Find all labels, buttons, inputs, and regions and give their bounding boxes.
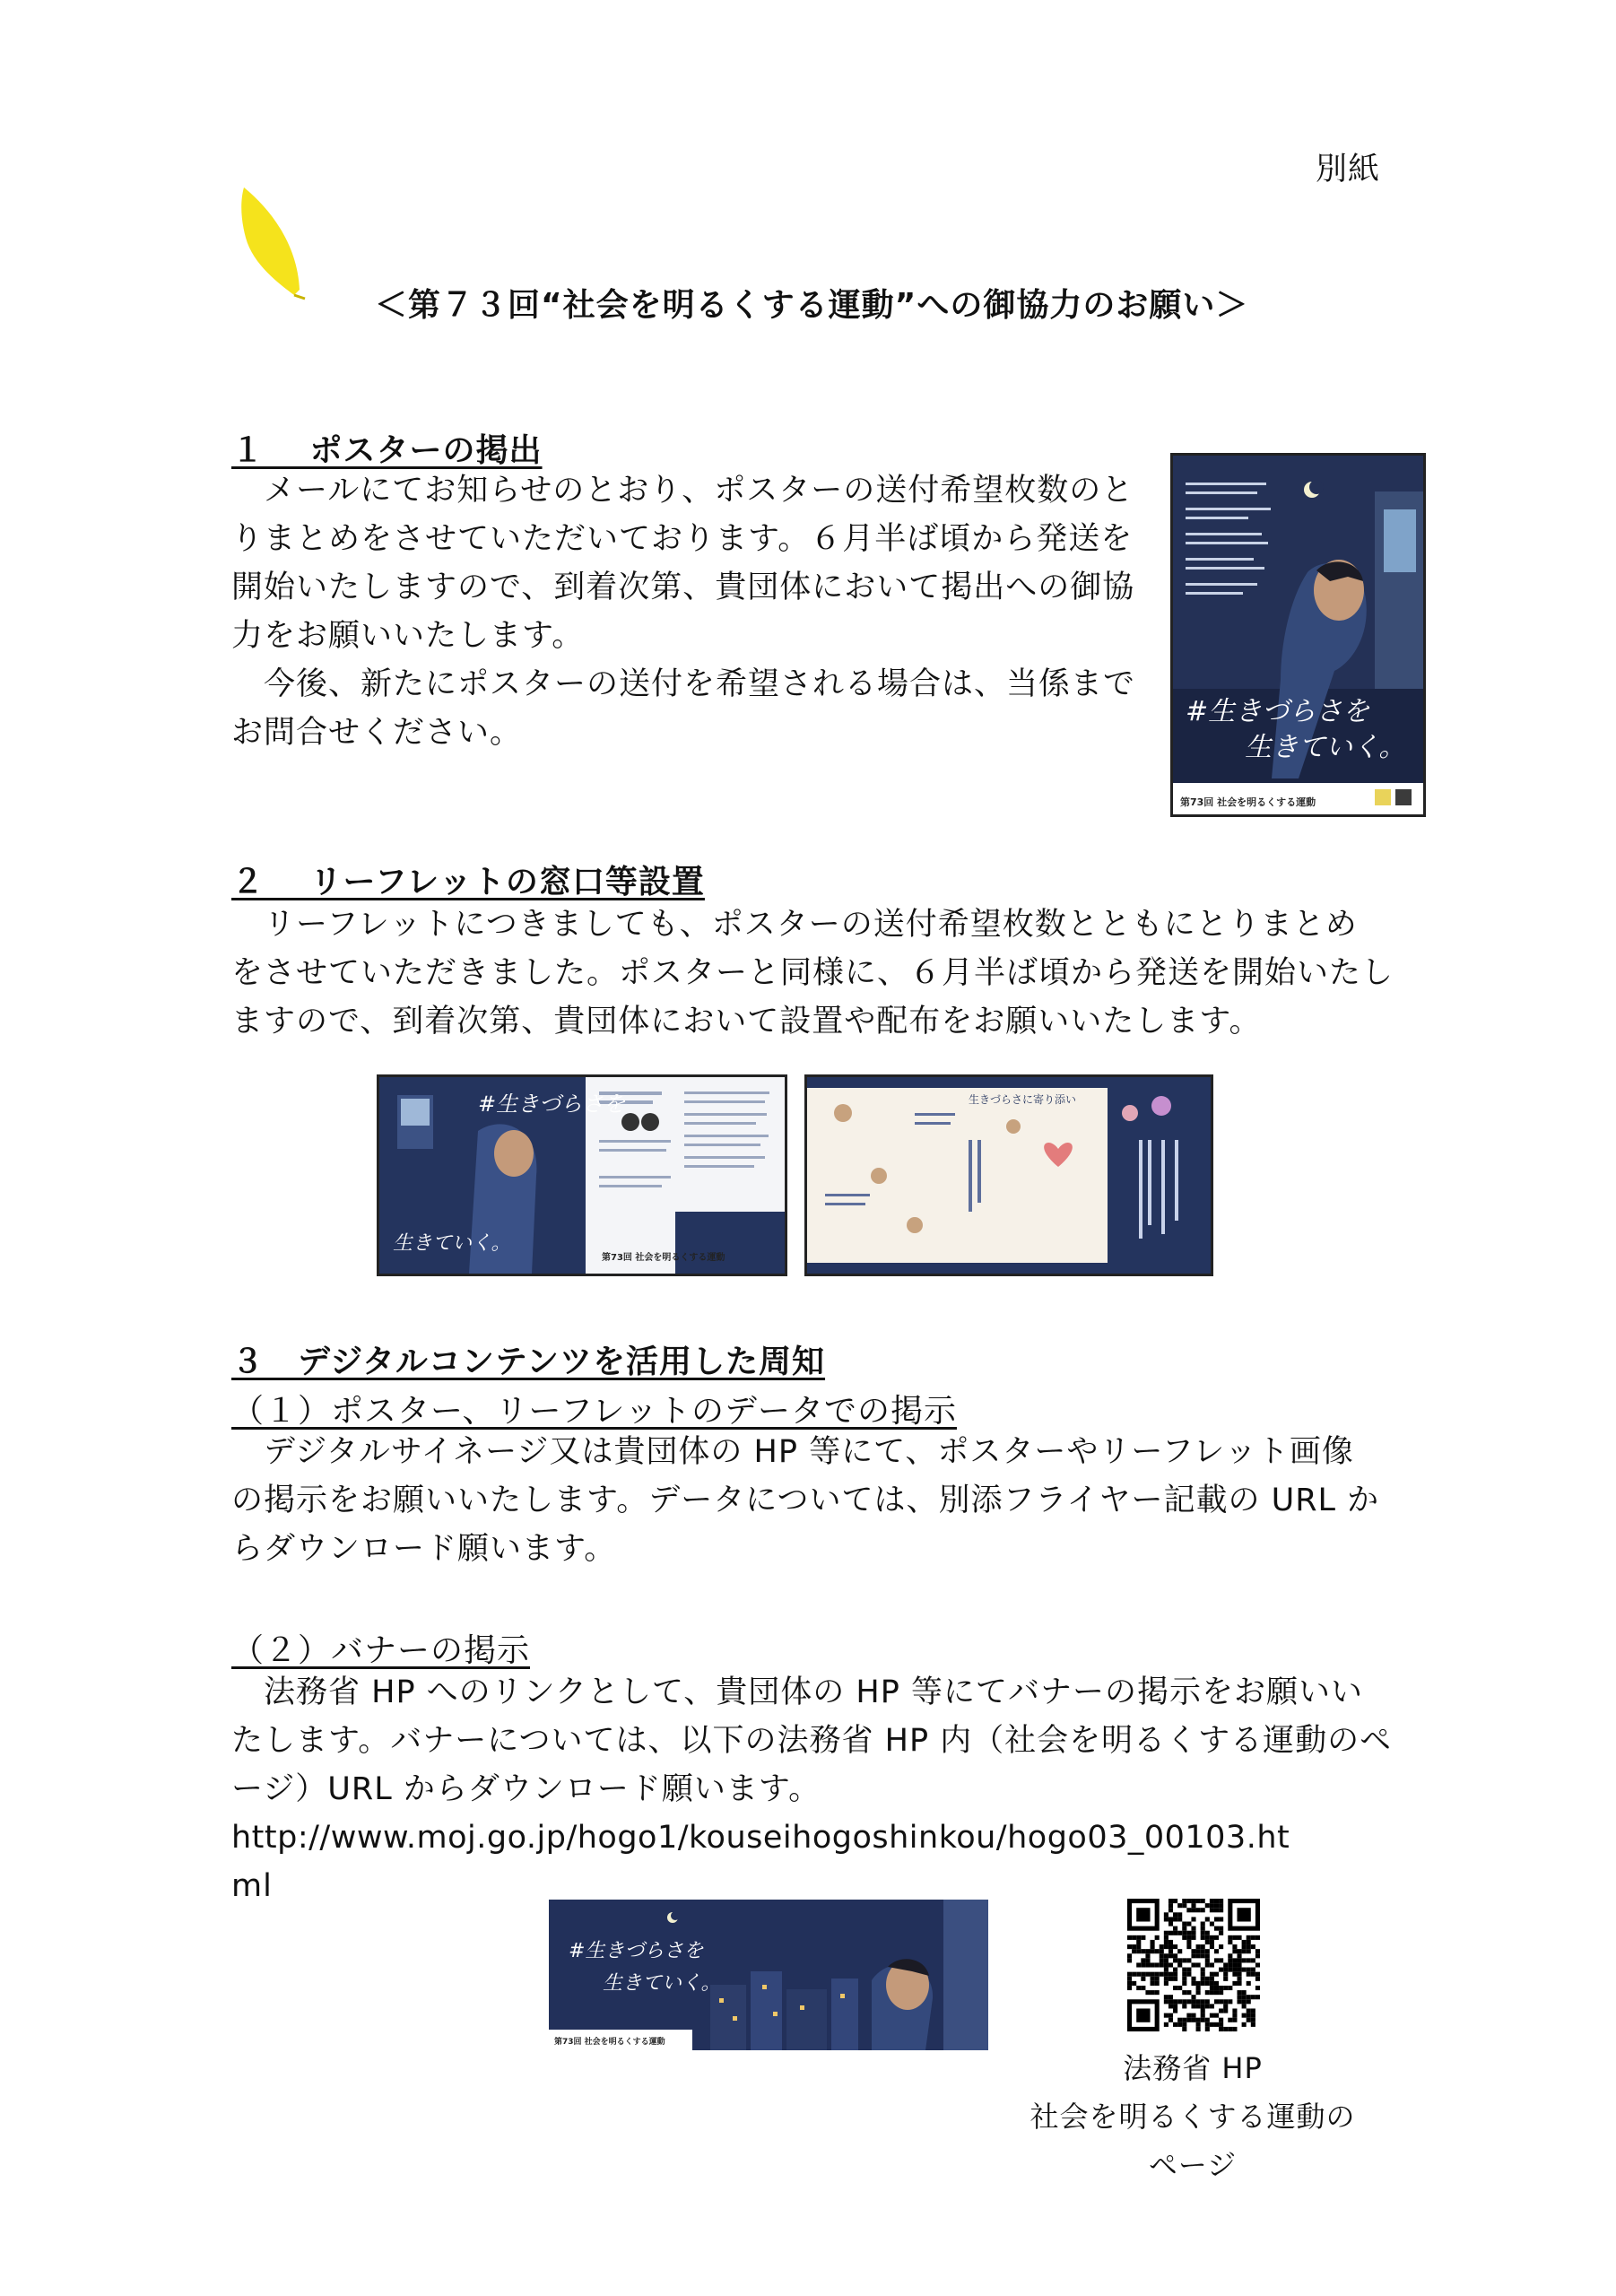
banner-hashtag-line2: 生きていく。: [603, 1972, 721, 1995]
section3-sub1-line: らダウンロード願います。: [231, 1531, 617, 1567]
banner-image: [549, 1900, 988, 2050]
moj-url-line2[interactable]: ml: [231, 1868, 273, 1904]
section1-body: [231, 466, 1135, 757]
page-title: ＜第７３回“社会を明るくする運動”への御協力のお願い＞: [375, 287, 1249, 324]
section3-sub1-body: [231, 1428, 1379, 1573]
qr-caption: [1013, 2044, 1372, 2189]
section1-line: 今後、新たにポスターの送付を希望される場合は、当係まで: [231, 666, 1136, 702]
banner-footer: 第73回 社会を明るくする運動: [554, 2038, 665, 2047]
qr-caption-line: 社会を明るくする運動の: [1030, 2100, 1356, 2134]
poster-image: [1170, 453, 1426, 817]
section3-sub2-line: 法務省 HP へのリンクとして、貴団体の HP 等にてバナーの掲示をお願いい: [231, 1674, 1363, 1710]
section2-line: ますので、到着次第、貴団体において設置や配布をお願いいたします。: [231, 1004, 1262, 1039]
section3-sub2-line: たします。バナーについては、以下の法務省 HP 内（社会を明るくする運動のペ: [231, 1723, 1393, 1759]
leaflet-front-image: [377, 1074, 787, 1276]
annex-label: 別紙: [1316, 152, 1381, 187]
leaflet-inside-headline: 生きづらさに寄り添い: [969, 1093, 1077, 1106]
section1-line: お問合せください。: [231, 715, 523, 751]
yellow-feather-logo: [235, 184, 307, 300]
moj-url-line1[interactable]: http://www.moj.go.jp/hogo1/kouseihogoshinkou/hogo03_00103.ht: [231, 1820, 1290, 1856]
leaflet-front-footer: 第73回 社会を明るくする運動: [602, 1253, 725, 1263]
leaflet-inside-image: [804, 1074, 1213, 1276]
section3-sub2-body: [231, 1668, 1392, 1910]
leaflet-front-hashtag-line1: #生きづらさを: [478, 1091, 626, 1117]
section3-sub2-line: ージ）URL からダウンロード願います。: [231, 1771, 821, 1807]
poster-hashtag-line1: #生きづらさを: [1186, 696, 1370, 727]
leaflet-front-hashtag-line2: 生きていく。: [393, 1232, 511, 1255]
qr-caption-line: 法務省 HP: [1123, 2051, 1263, 2085]
section1-line: 開始いたしますので、到着次第、貴団体において掲出への御協: [231, 570, 1135, 605]
section1-line: りまとめをさせていただいております。６月半ば頃から発送を: [231, 521, 1134, 557]
poster-footer: 第73回 社会を明るくする運動: [1180, 796, 1316, 808]
section3-sub2-heading: （２）バナーの掲示: [231, 1632, 531, 1669]
section3-sub1-line: の掲示をお願いいたします。データについては、別添フライヤー記載の URL か: [231, 1483, 1380, 1518]
poster-hashtag-line2: 生きていく。: [1245, 732, 1406, 763]
section1-line: 力をお願いいたします。: [231, 618, 585, 654]
qr-caption-line: ページ: [1148, 2148, 1238, 2182]
section3-sub1-heading: （１）ポスター、リーフレットのデータでの掲示: [231, 1393, 957, 1430]
section3-heading: ３ デジタルコンテンツを活用した周知: [231, 1344, 826, 1380]
section3-sub1-line: デジタルサイネージ又は貴団体の HP 等にて、ポスターやリーフレット画像: [231, 1434, 1354, 1470]
section2-body: [231, 900, 1394, 1046]
qr-code[interactable]: [1127, 1899, 1260, 2031]
section2-heading: ２ リーフレットの窓口等設置: [231, 864, 705, 900]
banner-hashtag-line1: #生きづらさを: [569, 1940, 704, 1962]
section1-heading: １ ポスターの掲出: [231, 432, 543, 469]
section1-line: メールにてお知らせのとおり、ポスターの送付希望枚数のと: [231, 473, 1134, 509]
section2-line: をさせていただきました。ポスターと同様に、６月半ば頃から発送を開始いたし: [231, 955, 1394, 991]
section2-line: リーフレットにつきましても、ポスターの送付希望枚数とともにとりまとめ: [231, 907, 1358, 943]
